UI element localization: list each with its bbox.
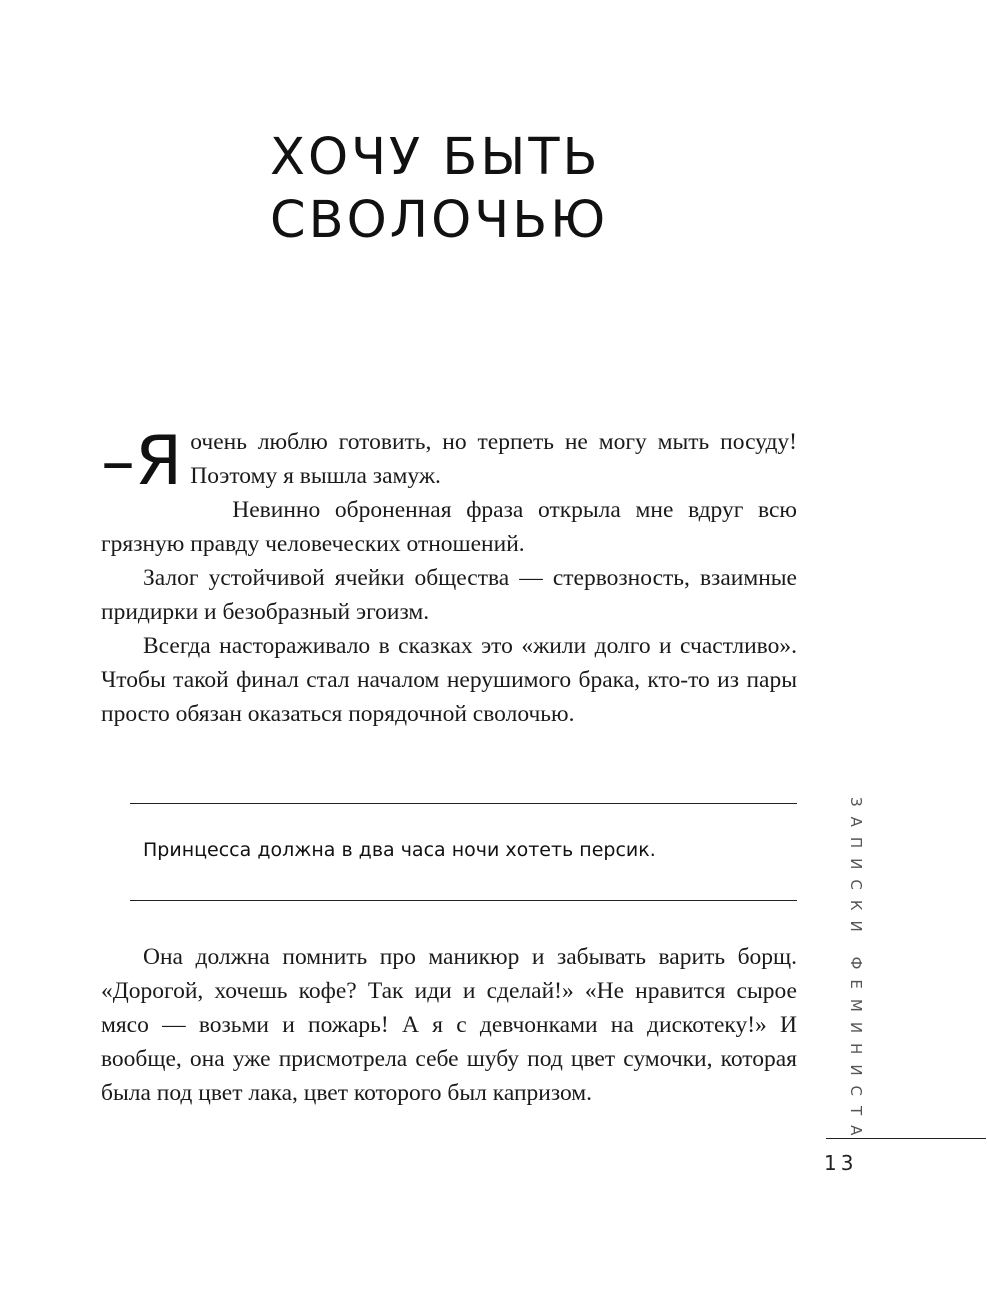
page-number-rule <box>826 1138 986 1139</box>
drop-cap: –Я <box>101 422 183 501</box>
paragraph: Залог устойчивой ячейки общества — стервозность, взаимные придирки и безобразный эгоизм. <box>101 565 797 625</box>
pull-quote-bottom-rule <box>130 900 797 901</box>
body-text-top <box>101 422 797 731</box>
page-number: 13 <box>824 1151 858 1175</box>
chapter-title <box>270 126 608 252</box>
chapter-title-line-1: ХОЧУ БЫТЬ <box>270 128 601 187</box>
paragraph: Невинно оброненная фраза открыла мне вдруг всю грязную правду человеческих отношений. <box>101 497 797 557</box>
pull-quote: Принцесса должна в два часа ночи хотеть персик. <box>143 839 656 861</box>
chapter-title-line-2: СВОЛОЧЬЮ <box>270 191 609 250</box>
paragraph: очень люблю готовить, но терпеть не могу мыть посуду! Поэтому я вышла замуж. <box>190 429 797 489</box>
paragraph: Она должна помнить про маникюр и забывать варить борщ. «Дорогой, хочешь кофе? Так иди и сделай!» «Не нравится сырое мясо — возьми и пожарь! А я с девчонками на дискотеку!» И вообще, она уже присмотрела себе шубу под цвет сумочки, которая была под цвет лака, цвет которого был капризом. <box>101 944 797 1106</box>
paragraph: Всегда настораживало в сказках это «жили долго и счастливо». Чтобы такой финал стал началом нерушимого брака, кто-то из пары просто обязан оказаться порядочной сволочью. <box>101 633 797 727</box>
running-head: ЗАПИСКИ ФЕМИНИСТА <box>847 797 865 1146</box>
pull-quote-top-rule <box>130 803 797 804</box>
body-text-bottom <box>101 940 797 1110</box>
